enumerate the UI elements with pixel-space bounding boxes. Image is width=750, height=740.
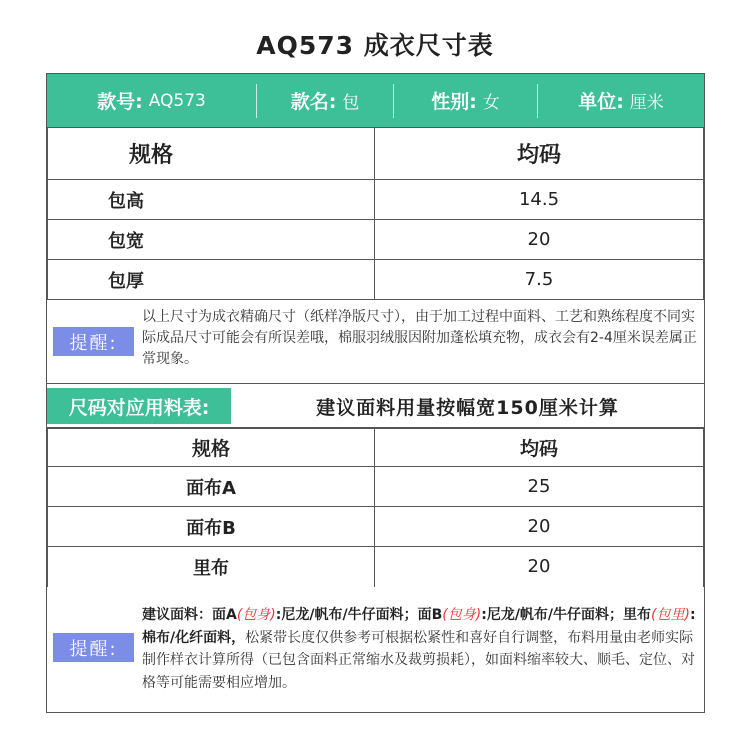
gender-value: 女 xyxy=(482,93,500,113)
row-value: 7.5 xyxy=(375,260,704,300)
reminder-badge: 提醒: xyxy=(53,633,134,662)
row-value: 25 xyxy=(375,467,704,507)
table-row xyxy=(48,220,704,260)
text-highlight: (包里) xyxy=(651,607,690,623)
row-name: 面布B xyxy=(48,507,375,547)
row-value: 20 xyxy=(375,507,704,547)
text-segment: :尼龙/帆布/牛仔面料；面B xyxy=(275,607,443,623)
material-reminder-note xyxy=(47,584,704,712)
style-name-value: 包 xyxy=(342,93,360,113)
unit-cell xyxy=(538,74,704,127)
table-row xyxy=(48,547,704,587)
material-reminder-text xyxy=(142,604,697,694)
page-title: AQ573 成衣尺寸表 xyxy=(256,31,494,60)
text-highlight: (包身) xyxy=(236,607,276,623)
row-value: 20 xyxy=(375,220,704,260)
style-no-cell xyxy=(47,74,256,127)
text-highlight: (包身) xyxy=(442,607,482,623)
reminder-note xyxy=(47,292,704,384)
row-name: 里布 xyxy=(48,547,375,587)
table-row xyxy=(48,507,704,547)
header-size: 均码 xyxy=(375,429,704,467)
style-no-label: 款号: xyxy=(97,91,143,113)
table-row xyxy=(48,467,704,507)
table-header-row xyxy=(48,429,704,467)
material-section-note: 建议面料用量按幅宽150厘米计算 xyxy=(316,396,619,419)
material-table xyxy=(47,428,704,587)
header-size: 均码 xyxy=(375,128,704,180)
row-value: 14.5 xyxy=(375,180,704,220)
header-spec: 规格 xyxy=(48,128,375,180)
style-name-cell xyxy=(257,74,393,127)
header-spec: 规格 xyxy=(48,429,375,467)
unit-label: 单位: xyxy=(578,91,624,113)
row-name: 包高 xyxy=(48,180,375,220)
table-header-row xyxy=(48,128,704,180)
style-no-value: AQ573 xyxy=(148,90,206,111)
info-bar xyxy=(47,74,704,127)
unit-value: 厘米 xyxy=(629,93,664,113)
material-section-tag: 尺码对应用料表: xyxy=(47,388,231,424)
gender-label: 性别: xyxy=(431,91,477,113)
text-segment: 建议面料：面A xyxy=(142,607,237,623)
size-table xyxy=(47,127,704,300)
row-value: 20 xyxy=(375,547,704,587)
size-chart-frame xyxy=(46,73,705,713)
gender-cell xyxy=(394,74,537,127)
reminder-text: 以上尺寸为成衣精确尺寸（纸样净版尺寸），由于加工过程中面料、工艺和熟练程度不同实际成品尺寸可能会有所误差哦，棉服羽绒服因附加蓬松填充物，成衣会有2-4厘米误差属正常现象。 xyxy=(142,309,697,367)
row-name: 包宽 xyxy=(48,220,375,260)
material-section-header xyxy=(47,384,704,428)
style-name-label: 款名: xyxy=(290,91,337,113)
text-segment: :棉布/化纤面料， xyxy=(142,607,696,646)
text-segment: :尼龙/帆布/牛仔面料；里布 xyxy=(481,607,652,623)
row-name: 面布A xyxy=(48,467,375,507)
text-segment: 松紧带长度仅供参考可根据松紧性和喜好自行调整，布料用量由老师实际制作样衣计算所得（已包含面料正常缩水及裁剪损耗），如面料缩率较大、顺毛、定位、对格等可能需要相应增加。 xyxy=(142,629,695,691)
table-row xyxy=(48,180,704,220)
reminder-badge: 提醒: xyxy=(53,327,134,356)
row-name: 包厚 xyxy=(48,260,375,300)
